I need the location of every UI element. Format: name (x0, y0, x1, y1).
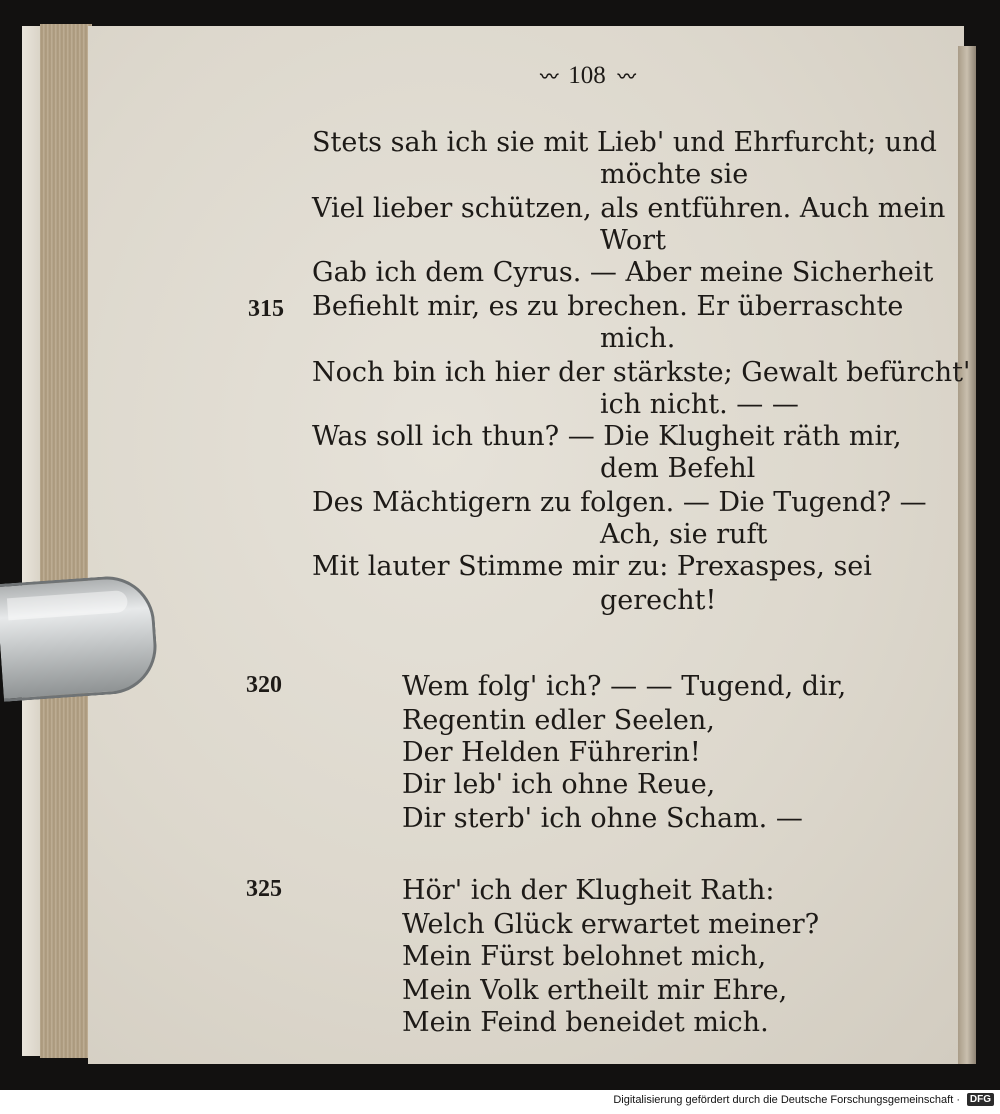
page-stack (40, 24, 92, 1058)
footer-credit: Digitalisierung gefördert durch die Deutsche Forschungsgemeinschaft · (613, 1094, 960, 1106)
verse-line: Mein Fürst belohnet mich, (402, 941, 767, 972)
verse-line: Hör' ich der Klugheit Rath: (402, 875, 775, 906)
verse-line: Mein Volk ertheilt mir Ehre, (402, 975, 788, 1006)
ornament-left: 〰 (540, 67, 557, 88)
verse-line: Mein Feind beneidet mich. (402, 1007, 769, 1038)
verse-line: Dir sterb' ich ohne Scham. — (402, 803, 803, 834)
verse-line: Mit lauter Stimme mir zu: Prexaspes, sei (312, 551, 872, 582)
verse-line: Der Helden Führerin! (402, 737, 701, 768)
verse-line: Ach, sie ruft (600, 519, 768, 550)
ornament-right: 〰 (617, 67, 634, 88)
page-holder-clip (0, 573, 160, 702)
verse-line: Dir leb' ich ohne Reue, (402, 769, 716, 800)
verse-line: dem Befehl (600, 453, 756, 484)
dfg-logo: DFG (967, 1093, 994, 1106)
line-number-325: 325 (246, 876, 282, 902)
verse-line: Gab ich dem Cyrus. — Aber meine Sicherheit (312, 257, 934, 288)
verse-line: Wem folg' ich? — — Tugend, dir, (402, 671, 847, 702)
page-number: 108 (568, 62, 606, 89)
verse-line: Wort (600, 225, 666, 256)
line-number-320: 320 (246, 672, 282, 698)
page-header (502, 60, 672, 92)
line-number-315: 315 (248, 296, 284, 322)
verse-line: Viel lieber schützen, als entführen. Auch mein (312, 193, 946, 224)
verse-line: ich nicht. — — (600, 389, 799, 420)
verse-line: mich. (600, 323, 676, 354)
verse-line: gerecht! (600, 585, 717, 616)
verse-line: Welch Glück erwartet meiner? (402, 909, 820, 940)
verse-line: Noch bin ich hier der stärkste; Gewalt befürcht' (312, 357, 971, 388)
page-right-edge (958, 46, 976, 1064)
verse-line: Befiehlt mir, es zu brechen. Er überraschte (312, 291, 904, 322)
verse-line: möchte sie (600, 159, 749, 190)
verse-line: Des Mächtigern zu folgen. — Die Tugend? — (312, 487, 927, 518)
verse-line: Stets sah ich sie mit Lieb' und Ehrfurcht; und (312, 127, 937, 158)
verse-line: Regentin edler Seelen, (402, 705, 715, 736)
verse-line: Was soll ich thun? — Die Klugheit räth mir, (312, 421, 902, 452)
